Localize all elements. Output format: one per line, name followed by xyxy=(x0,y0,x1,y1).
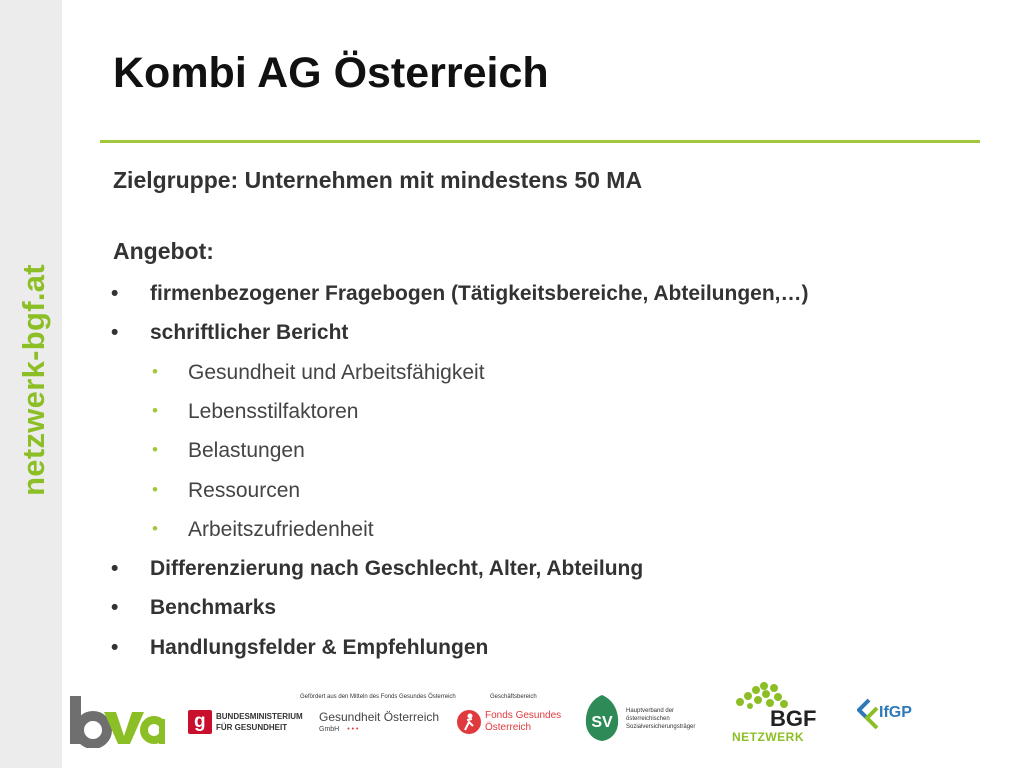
bullet-icon: • xyxy=(152,440,158,459)
sub-list-item xyxy=(152,478,301,503)
sv-emblem xyxy=(584,694,620,742)
sv-mark-text: SV xyxy=(591,714,613,731)
fgoe-figure-icon xyxy=(457,710,481,734)
list-item-text: Arbeitszufriedenheit xyxy=(188,518,374,541)
goeg-logo xyxy=(319,710,449,742)
hv-line3: Sozialversicherungsträger xyxy=(626,724,696,730)
list-item-text: Differenzierung nach Geschlecht, Alter, Abteilung xyxy=(150,557,644,580)
list-item-text: firmenbezogener Fragebogen (Tätigkeitsbereiche, Abteilungen,…) xyxy=(150,282,809,305)
goeg-name: Gesundheit Österreich xyxy=(319,710,440,724)
goeg-dots-icon: • • • xyxy=(347,726,359,733)
bullet-icon: • xyxy=(152,362,158,381)
bgf-small-text: NETZWERK xyxy=(732,730,804,744)
funded-caption: Gefördert aus den Mitteln des Fonds Gesundes Österreich xyxy=(300,694,456,700)
partner-logos xyxy=(62,680,1024,768)
bullet-icon: • xyxy=(111,321,119,344)
bullet-icon: • xyxy=(152,401,158,420)
division-caption: Geschäftsbereich xyxy=(490,694,537,700)
bullet-icon: • xyxy=(111,636,119,659)
sidebar-url-text: netzwerk-bgf.at xyxy=(16,264,51,496)
sub-list-item xyxy=(152,517,374,542)
bmg-logo xyxy=(188,708,303,738)
list-item xyxy=(111,595,277,620)
list-item xyxy=(111,281,809,306)
bva-logo-graphic xyxy=(70,692,165,748)
bgf-netzwerk-logo xyxy=(730,680,830,746)
hv-line1: Hauptverband der xyxy=(626,708,675,714)
list-item xyxy=(111,556,644,581)
bva-logo xyxy=(70,692,165,748)
hv-line2: österreichischen xyxy=(626,716,670,722)
bullet-icon: • xyxy=(111,282,119,305)
list-item-text: Belastungen xyxy=(188,439,305,462)
offer-heading: Angebot: xyxy=(113,238,214,264)
target-group-heading: Zielgruppe: Unternehmen mit mindestens 50 MA xyxy=(113,167,643,193)
bmg-line1: BUNDESMINISTERIUM xyxy=(216,712,303,721)
list-item-text: Handlungsfelder & Empfehlungen xyxy=(150,636,489,659)
bullet-icon: • xyxy=(152,480,158,499)
list-item xyxy=(111,320,349,345)
sub-list-item xyxy=(152,360,485,385)
goeg-sub: GmbH xyxy=(319,726,340,733)
title-divider xyxy=(100,140,980,143)
sub-list-item xyxy=(152,399,359,424)
fgoe-logo xyxy=(457,708,577,740)
ifgp-logo xyxy=(857,698,927,738)
fgoe-line2: Österreich xyxy=(485,722,532,733)
list-item-text: Benchmarks xyxy=(150,596,277,619)
bullet-icon: • xyxy=(111,596,119,619)
bullet-icon: • xyxy=(152,519,158,538)
slide-title: Kombi AG Österreich xyxy=(113,49,549,97)
bmg-emblem: g xyxy=(188,710,212,734)
ifgp-chevron-icon xyxy=(857,698,879,734)
sidebar xyxy=(0,0,62,768)
ifgp-text: IfGP xyxy=(879,704,912,721)
bullet-icon: • xyxy=(111,557,119,580)
list-item-text: schriftlicher Bericht xyxy=(150,321,349,344)
list-item-text: Ressourcen xyxy=(188,479,301,502)
list-item-text: Gesundheit und Arbeitsfähigkeit xyxy=(188,361,485,384)
bgf-big-text: BGF xyxy=(770,706,817,731)
fgoe-line1: Fonds Gesundes xyxy=(485,710,562,721)
list-item xyxy=(111,635,489,660)
hauptverband-logo xyxy=(584,694,724,742)
list-item-text: Lebensstilfaktoren xyxy=(188,400,359,423)
sub-list-item xyxy=(152,438,305,463)
bmg-line2: FÜR GESUNDHEIT xyxy=(216,723,288,732)
